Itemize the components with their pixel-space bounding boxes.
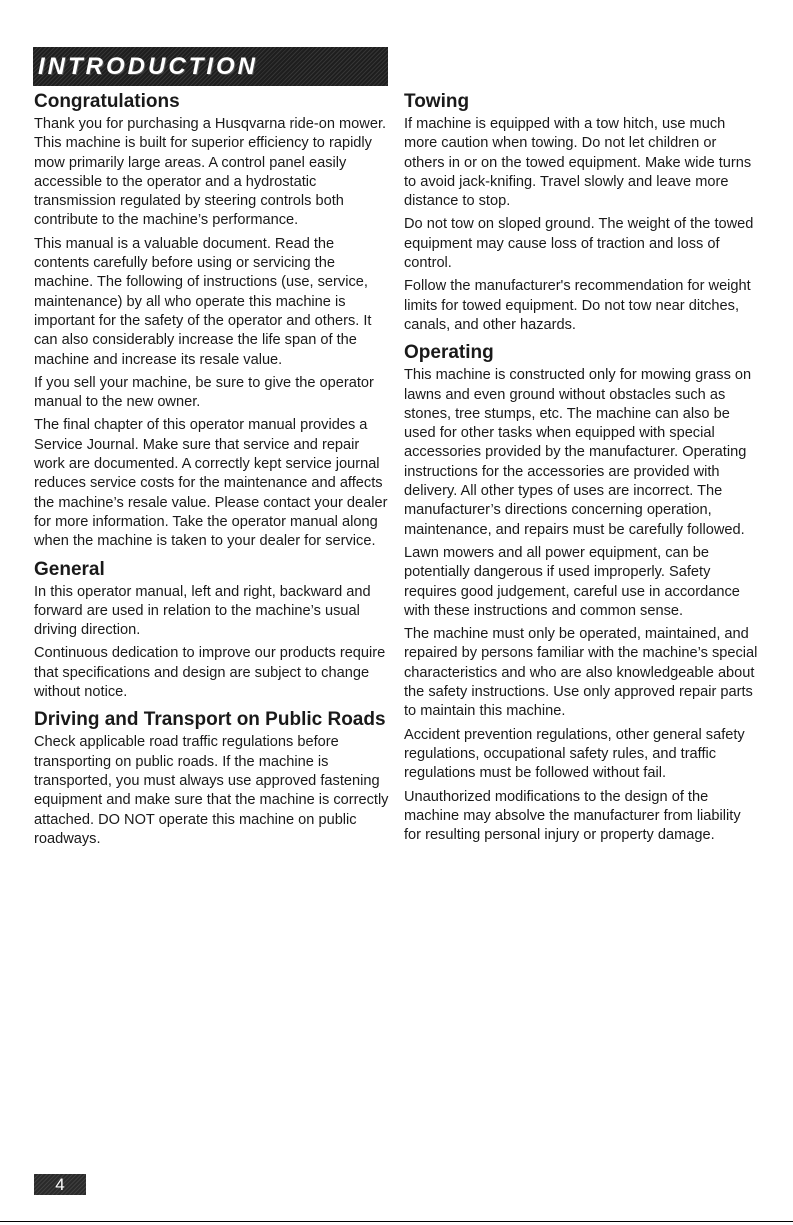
section-heading: Operating bbox=[404, 342, 494, 364]
banner-title: INTRODUCTION bbox=[38, 52, 258, 80]
paragraph: If machine is equipped with a tow hitch, use much more caution when towing. Do not let children or others in or on the towed equipment. Make wide turns to avoid jack-knifing. Travel slowly and leave more distance to stop. bbox=[404, 116, 752, 210]
section-banner bbox=[33, 47, 388, 86]
paragraph: In this operator manual, left and right, backward and forward are used in relation to the machine’s usual driving direction. bbox=[34, 583, 371, 639]
section-heading: Driving and Transport on Public Roads bbox=[34, 709, 386, 731]
paragraph: Unauthorized modifications to the design of the machine may absolve the manufacturer from liability for resulting personal injury or property damage. bbox=[404, 788, 741, 844]
paragraph: This manual is a valuable document. Read the contents carefully before using or servicing the machine. The following of instructions (use, service, maintenance) by all who operate this machine is important for the safety of the operator and others. It can also considerably increase the life span of the machine and increase its resale value. bbox=[34, 235, 372, 368]
paragraph: Accident prevention regulations, other general safety regulations, occupational safety rules, and traffic regulations must be followed without fail. bbox=[404, 726, 745, 782]
section-driving-transport bbox=[34, 708, 390, 849]
bottom-divider bbox=[0, 1221, 793, 1222]
section-heading: Congratulations bbox=[34, 91, 180, 112]
right-column bbox=[404, 84, 759, 849]
section-general bbox=[34, 558, 390, 703]
paragraph: Thank you for purchasing a Husqvarna ride-on mower. This machine is built for superior efficiency to rapidly mow primarily large areas. A control panel easily accessible to the operator and a hydrostatic transmission regulated by steering controls both contribute to the machine’s performance. bbox=[34, 116, 387, 229]
section-heading: General bbox=[34, 558, 105, 580]
left-column bbox=[34, 84, 390, 853]
paragraph: Do not tow on sloped ground. The weight of the towed equipment may cause loss of traction and loss of control. bbox=[404, 216, 754, 272]
paragraph: The final chapter of this operator manual provides a Service Journal. Make sure that service and repair work are documented. A correctly kept service journal reduces service costs for the maintenance and affects the machine’s resale value. Please contact your dealer for more information. Take the operator manual along when the machine is taken to your dealer for service. bbox=[34, 417, 388, 550]
section-congratulations bbox=[34, 90, 390, 552]
paragraph: Check applicable road traffic regulations before transporting on public roads. If the machine is transported, you must always use approved fastening equipment and make sure that the machine is correctly attached. DO NOT operate this machine on public roadways. bbox=[34, 734, 389, 847]
section-operating bbox=[404, 341, 759, 845]
paragraph: Follow the manufacturer's recommendation for weight limits for towed equipment. Do not tow near ditches, canals, and other hazards. bbox=[404, 278, 751, 333]
page-number: 4 bbox=[34, 1174, 86, 1195]
paragraph: Lawn mowers and all power equipment, can be potentially dangerous if used improperly. Safety requires good judgement, careful use in accordance with these instructions and common sense. bbox=[404, 544, 740, 619]
paragraph: This machine is constructed only for mowing grass on lawns and even ground without obstacles such as stones, tree stumps, etc. The machine can also be used for other tasks when equipped with special accessories provided by the manufacturer. Operating instructions for the accessories are provided with delivery. All other types of uses are incorrect. The manufacturer’s directions concerning operation, maintenance, and repairs must be carefully followed. bbox=[404, 367, 752, 538]
section-towing bbox=[404, 90, 759, 335]
paragraph: Continuous dedication to improve our products require that specifications and design are subject to change without notice. bbox=[34, 645, 386, 701]
section-heading: Towing bbox=[404, 91, 470, 112]
paragraph: The machine must only be operated, maintained, and repaired by persons familiar with the machine’s special characteristics and who are also knowledgeable about the safety instructions. Use only approved repair parts to maintain this machine. bbox=[404, 626, 758, 720]
paragraph: If you sell your machine, be sure to give the operator manual to the new owner. bbox=[34, 374, 374, 411]
